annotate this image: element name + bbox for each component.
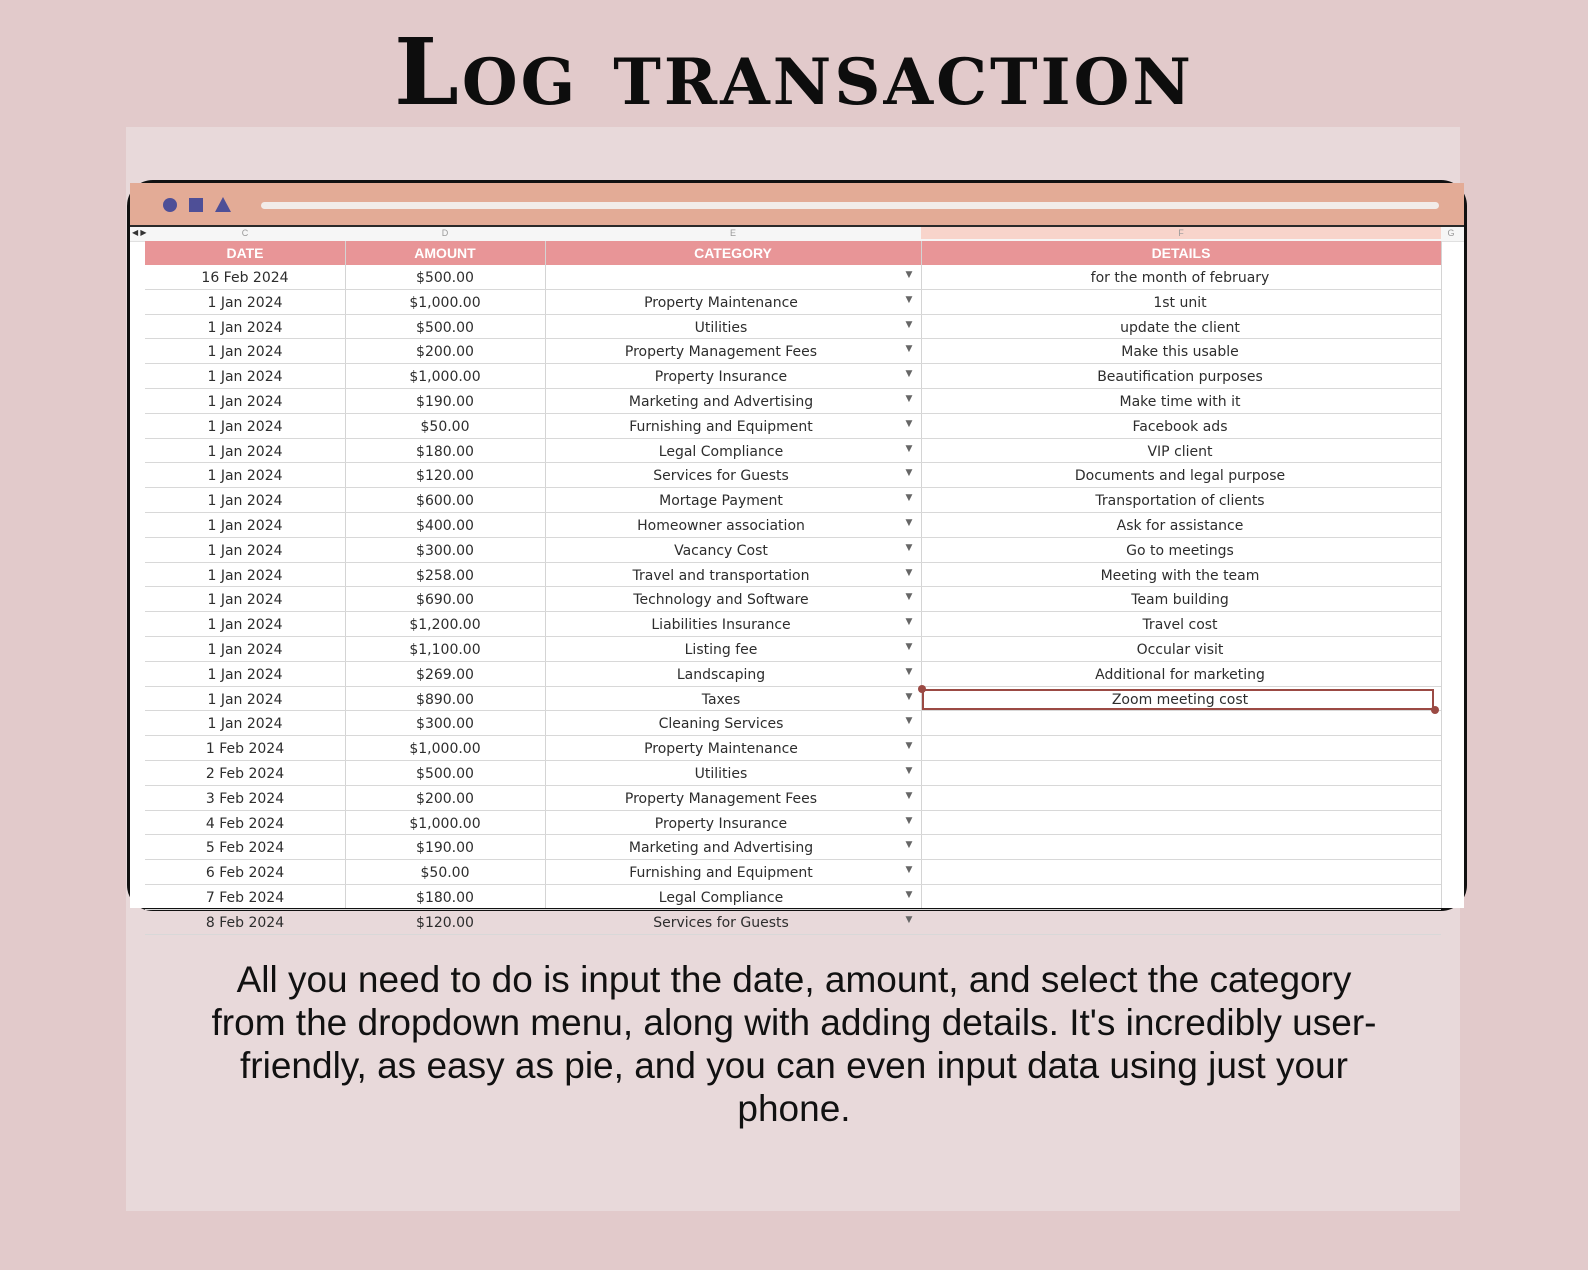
table-row[interactable] — [145, 885, 1441, 910]
column-letter-g[interactable]: G — [1447, 228, 1455, 238]
table-row[interactable] — [145, 811, 1441, 836]
cell-details[interactable]: Make this usable — [1121, 344, 1239, 361]
cell-category[interactable]: Technology and Software — [633, 592, 809, 609]
cell-date[interactable]: 1 Jan 2024 — [207, 344, 283, 361]
circle-icon — [163, 198, 177, 212]
page-title: Log transaction — [394, 18, 1194, 126]
cell-category[interactable]: Listing fee — [684, 641, 758, 658]
cell-category[interactable]: Mortage Payment — [659, 493, 783, 510]
cell-date[interactable]: 1 Jan 2024 — [207, 393, 283, 410]
cell-category[interactable]: Marketing and Advertising — [628, 840, 814, 857]
cell-category[interactable]: Liabilities Insurance — [651, 617, 791, 634]
table-row[interactable] — [145, 786, 1441, 811]
cell-amount[interactable]: $1,000.00 — [409, 741, 481, 758]
cell-category[interactable]: Travel and transportation — [632, 567, 810, 584]
dropdown-arrow-icon[interactable]: ▼ — [905, 840, 913, 851]
table-row[interactable] — [145, 414, 1441, 439]
dropdown-arrow-icon[interactable]: ▼ — [905, 294, 913, 305]
dropdown-arrow-icon[interactable]: ▼ — [905, 666, 913, 677]
cell-category[interactable]: Property Maintenance — [644, 741, 798, 758]
table-row[interactable] — [145, 860, 1441, 885]
column-letter-f[interactable]: F — [921, 227, 1441, 239]
cell-details[interactable]: VIP client — [1147, 443, 1213, 460]
cell-amount[interactable]: $300.00 — [416, 716, 474, 733]
cell-details[interactable]: Go to meetings — [1126, 542, 1234, 559]
cell-date[interactable]: 2 Feb 2024 — [205, 765, 285, 782]
cell-category[interactable]: Property Management Fees — [624, 790, 818, 807]
cell-details[interactable]: update the client — [1120, 319, 1240, 336]
cell-date[interactable]: 1 Jan 2024 — [207, 617, 283, 634]
cell-date[interactable]: 16 Feb 2024 — [201, 270, 289, 286]
cell-amount[interactable]: $50.00 — [420, 418, 470, 435]
column-divider — [1441, 241, 1442, 908]
cell-date[interactable]: 6 Feb 2024 — [205, 865, 285, 882]
cell-date[interactable]: 1 Jan 2024 — [207, 592, 283, 609]
header-date[interactable]: DATE — [226, 245, 264, 261]
dropdown-arrow-icon[interactable]: ▼ — [905, 641, 913, 652]
table-row[interactable] — [145, 265, 1441, 290]
cell-details[interactable]: Zoom meeting cost — [1111, 691, 1249, 708]
dropdown-arrow-icon[interactable]: ▼ — [905, 617, 913, 628]
cell-category[interactable]: Services for Guests — [653, 914, 789, 931]
cell-category[interactable]: Services for Guests — [653, 468, 789, 485]
header-category[interactable]: CATEGORY — [694, 245, 772, 261]
cell-details[interactable]: Travel cost — [1142, 617, 1218, 634]
cell-date[interactable]: 7 Feb 2024 — [205, 889, 285, 906]
square-icon — [189, 198, 203, 212]
dropdown-arrow-icon[interactable]: ▼ — [905, 344, 913, 355]
table-row[interactable] — [145, 538, 1441, 563]
spreadsheet-window — [127, 180, 1467, 931]
cell-category[interactable]: Property Management Fees — [624, 344, 818, 361]
cell-category[interactable]: Property Insurance — [654, 369, 788, 386]
cell-details[interactable]: Ask for assistance — [1116, 517, 1244, 534]
cell-date[interactable]: 1 Jan 2024 — [207, 517, 283, 534]
cell-amount[interactable]: $120.00 — [416, 914, 474, 931]
table-row[interactable] — [145, 761, 1441, 786]
cell-details[interactable]: Documents and legal purpose — [1074, 468, 1286, 485]
cell-date[interactable]: 1 Feb 2024 — [205, 741, 285, 758]
cell-amount[interactable]: $50.00 — [420, 865, 470, 882]
cell-category[interactable]: Homeowner association — [637, 517, 805, 534]
table-row[interactable] — [145, 587, 1441, 612]
dropdown-arrow-icon[interactable]: ▼ — [905, 319, 913, 330]
window-titlebar — [130, 183, 1464, 227]
cell-date[interactable]: 1 Jan 2024 — [207, 691, 283, 708]
cell-amount[interactable]: $190.00 — [416, 393, 474, 410]
cell-category[interactable]: Taxes — [701, 691, 741, 708]
cell-amount[interactable]: $1,000.00 — [409, 815, 481, 832]
header-details[interactable]: DETAILS — [1151, 245, 1211, 261]
cell-amount[interactable]: $500.00 — [416, 765, 474, 782]
header-row — [145, 241, 1441, 265]
dropdown-arrow-icon[interactable]: ▼ — [905, 865, 913, 876]
address-bar[interactable] — [261, 202, 1439, 209]
cell-amount[interactable]: $258.00 — [416, 567, 474, 584]
cell-details[interactable]: Additional for marketing — [1095, 666, 1265, 683]
cell-details[interactable]: Meeting with the team — [1100, 567, 1260, 584]
dropdown-arrow-icon[interactable]: ▼ — [905, 493, 913, 504]
table-row[interactable] — [145, 339, 1441, 364]
cell-category[interactable]: Furnishing and Equipment — [629, 418, 813, 435]
cell-amount[interactable]: $400.00 — [416, 517, 474, 534]
column-letter-d[interactable]: D — [441, 228, 449, 238]
cell-category[interactable]: Property Maintenance — [644, 294, 798, 311]
table-row[interactable] — [145, 612, 1441, 637]
cell-details[interactable]: Team building — [1131, 592, 1229, 609]
table-row[interactable] — [145, 835, 1441, 860]
spreadsheet-grid[interactable] — [130, 227, 1464, 931]
table-row[interactable] — [145, 290, 1441, 315]
table-row[interactable] — [145, 463, 1441, 488]
cell-category[interactable]: Utilities — [694, 319, 748, 336]
cell-amount[interactable]: $180.00 — [416, 889, 474, 906]
cell-date[interactable]: 1 Jan 2024 — [207, 369, 283, 386]
cell-amount[interactable]: $1,100.00 — [409, 641, 481, 658]
cell-date[interactable]: 1 Jan 2024 — [207, 542, 283, 559]
table-row[interactable] — [145, 364, 1441, 389]
table-body — [145, 265, 1441, 935]
cell-details[interactable]: Facebook ads — [1132, 418, 1228, 435]
table-row[interactable] — [145, 711, 1441, 736]
selection-handle[interactable] — [918, 685, 926, 693]
cell-amount[interactable]: $1,000.00 — [409, 294, 481, 311]
table-row[interactable] — [145, 910, 1441, 935]
cell-category[interactable]: Property Insurance — [654, 815, 788, 832]
cell-date[interactable]: 1 Jan 2024 — [207, 567, 283, 584]
cell-date[interactable]: 1 Jan 2024 — [207, 716, 283, 733]
cell-amount[interactable]: $500.00 — [416, 270, 474, 286]
table-row[interactable] — [145, 439, 1441, 464]
header-amount[interactable]: AMOUNT — [414, 245, 476, 261]
dropdown-arrow-icon[interactable]: ▼ — [905, 393, 913, 404]
cell-category[interactable]: Utilities — [694, 765, 748, 782]
table-row[interactable] — [145, 563, 1441, 588]
dropdown-arrow-icon[interactable]: ▼ — [905, 369, 913, 380]
cell-details[interactable]: Transportation of clients — [1095, 493, 1265, 510]
dropdown-arrow-icon[interactable]: ▼ — [905, 270, 913, 280]
table-row[interactable] — [145, 488, 1441, 513]
dropdown-arrow-icon[interactable]: ▼ — [905, 691, 913, 702]
cell-category[interactable]: Marketing and Advertising — [628, 393, 814, 410]
cell-amount[interactable]: $120.00 — [416, 468, 474, 485]
column-letter-bar — [130, 227, 1464, 242]
cell-category[interactable]: Legal Compliance — [658, 443, 784, 460]
table-row[interactable] — [145, 389, 1441, 414]
dropdown-arrow-icon[interactable]: ▼ — [905, 765, 913, 776]
cell-date[interactable]: 1 Jan 2024 — [207, 443, 283, 460]
dropdown-arrow-icon[interactable]: ▼ — [905, 517, 913, 528]
cell-category[interactable]: Cleaning Services — [658, 716, 784, 733]
table-row[interactable] — [145, 637, 1441, 662]
cell-date[interactable]: 3 Feb 2024 — [205, 790, 285, 807]
column-letter-e[interactable]: E — [729, 228, 736, 238]
cell-amount[interactable]: $300.00 — [416, 542, 474, 559]
table-row[interactable] — [145, 315, 1441, 340]
cell-date[interactable]: 4 Feb 2024 — [205, 815, 285, 832]
table-row[interactable] — [145, 513, 1441, 538]
cell-amount[interactable]: $190.00 — [416, 840, 474, 857]
column-letter-c[interactable]: C — [241, 228, 249, 238]
dropdown-arrow-icon[interactable]: ▼ — [905, 542, 913, 553]
dropdown-arrow-icon[interactable]: ▼ — [905, 468, 913, 479]
cell-date[interactable]: 1 Jan 2024 — [207, 493, 283, 510]
table-row[interactable] — [145, 736, 1441, 761]
cell-amount[interactable]: $890.00 — [416, 691, 474, 708]
cell-category[interactable]: Legal Compliance — [658, 889, 784, 906]
dropdown-arrow-icon[interactable]: ▼ — [905, 889, 913, 900]
scroll-arrows-icon[interactable]: ◀ ▶ — [132, 228, 147, 237]
cell-amount[interactable]: $500.00 — [416, 319, 474, 336]
cell-details[interactable]: 1st unit — [1153, 294, 1207, 311]
cell-date[interactable]: 8 Feb 2024 — [205, 914, 285, 931]
cell-category[interactable]: Furnishing and Equipment — [629, 865, 813, 882]
dropdown-arrow-icon[interactable]: ▼ — [905, 592, 913, 603]
cell-amount[interactable]: $1,200.00 — [409, 617, 481, 634]
cell-details[interactable]: for the month of february — [1090, 270, 1270, 286]
cell-category[interactable]: Vacancy Cost — [674, 542, 768, 559]
dropdown-arrow-icon[interactable]: ▼ — [905, 741, 913, 752]
cell-date[interactable]: 1 Jan 2024 — [207, 418, 283, 435]
table-row[interactable] — [145, 662, 1441, 687]
dropdown-arrow-icon[interactable]: ▼ — [905, 716, 913, 727]
cell-amount[interactable]: $180.00 — [416, 443, 474, 460]
cell-date[interactable]: 1 Jan 2024 — [207, 666, 283, 683]
cell-date[interactable]: 5 Feb 2024 — [205, 840, 285, 857]
cell-amount[interactable]: $690.00 — [416, 592, 474, 609]
cell-date[interactable]: 1 Jan 2024 — [207, 294, 283, 311]
dropdown-arrow-icon[interactable]: ▼ — [905, 443, 913, 454]
cell-details[interactable]: Beautification purposes — [1097, 369, 1263, 386]
cell-amount[interactable]: $200.00 — [416, 790, 474, 807]
dropdown-arrow-icon[interactable]: ▼ — [905, 418, 913, 429]
cell-date[interactable]: 1 Jan 2024 — [207, 641, 283, 658]
selected-cell[interactable] — [922, 689, 1434, 710]
cell-amount[interactable]: $200.00 — [416, 344, 474, 361]
cell-details[interactable]: Occular visit — [1136, 641, 1224, 658]
dropdown-arrow-icon[interactable]: ▼ — [905, 790, 913, 801]
cell-category[interactable]: Landscaping — [676, 666, 766, 683]
cell-amount[interactable]: $1,000.00 — [409, 369, 481, 386]
dropdown-arrow-icon[interactable]: ▼ — [905, 914, 913, 925]
description-text: All you need to do is input the date, amount, and select the category from the dropdown menu, along with adding details. It's incredibly user-friendly, as easy as pie, and you can even input data using just your phone. — [211, 959, 1377, 1129]
cell-details[interactable]: Make time with it — [1119, 393, 1241, 410]
triangle-icon — [215, 197, 231, 212]
cell-date[interactable]: 1 Jan 2024 — [207, 468, 283, 485]
selection-handle[interactable] — [1431, 706, 1439, 714]
dropdown-arrow-icon[interactable]: ▼ — [905, 567, 913, 578]
cell-amount[interactable]: $600.00 — [416, 493, 474, 510]
cell-date[interactable]: 1 Jan 2024 — [207, 319, 283, 336]
cell-amount[interactable]: $269.00 — [416, 666, 474, 683]
dropdown-arrow-icon[interactable]: ▼ — [905, 815, 913, 826]
